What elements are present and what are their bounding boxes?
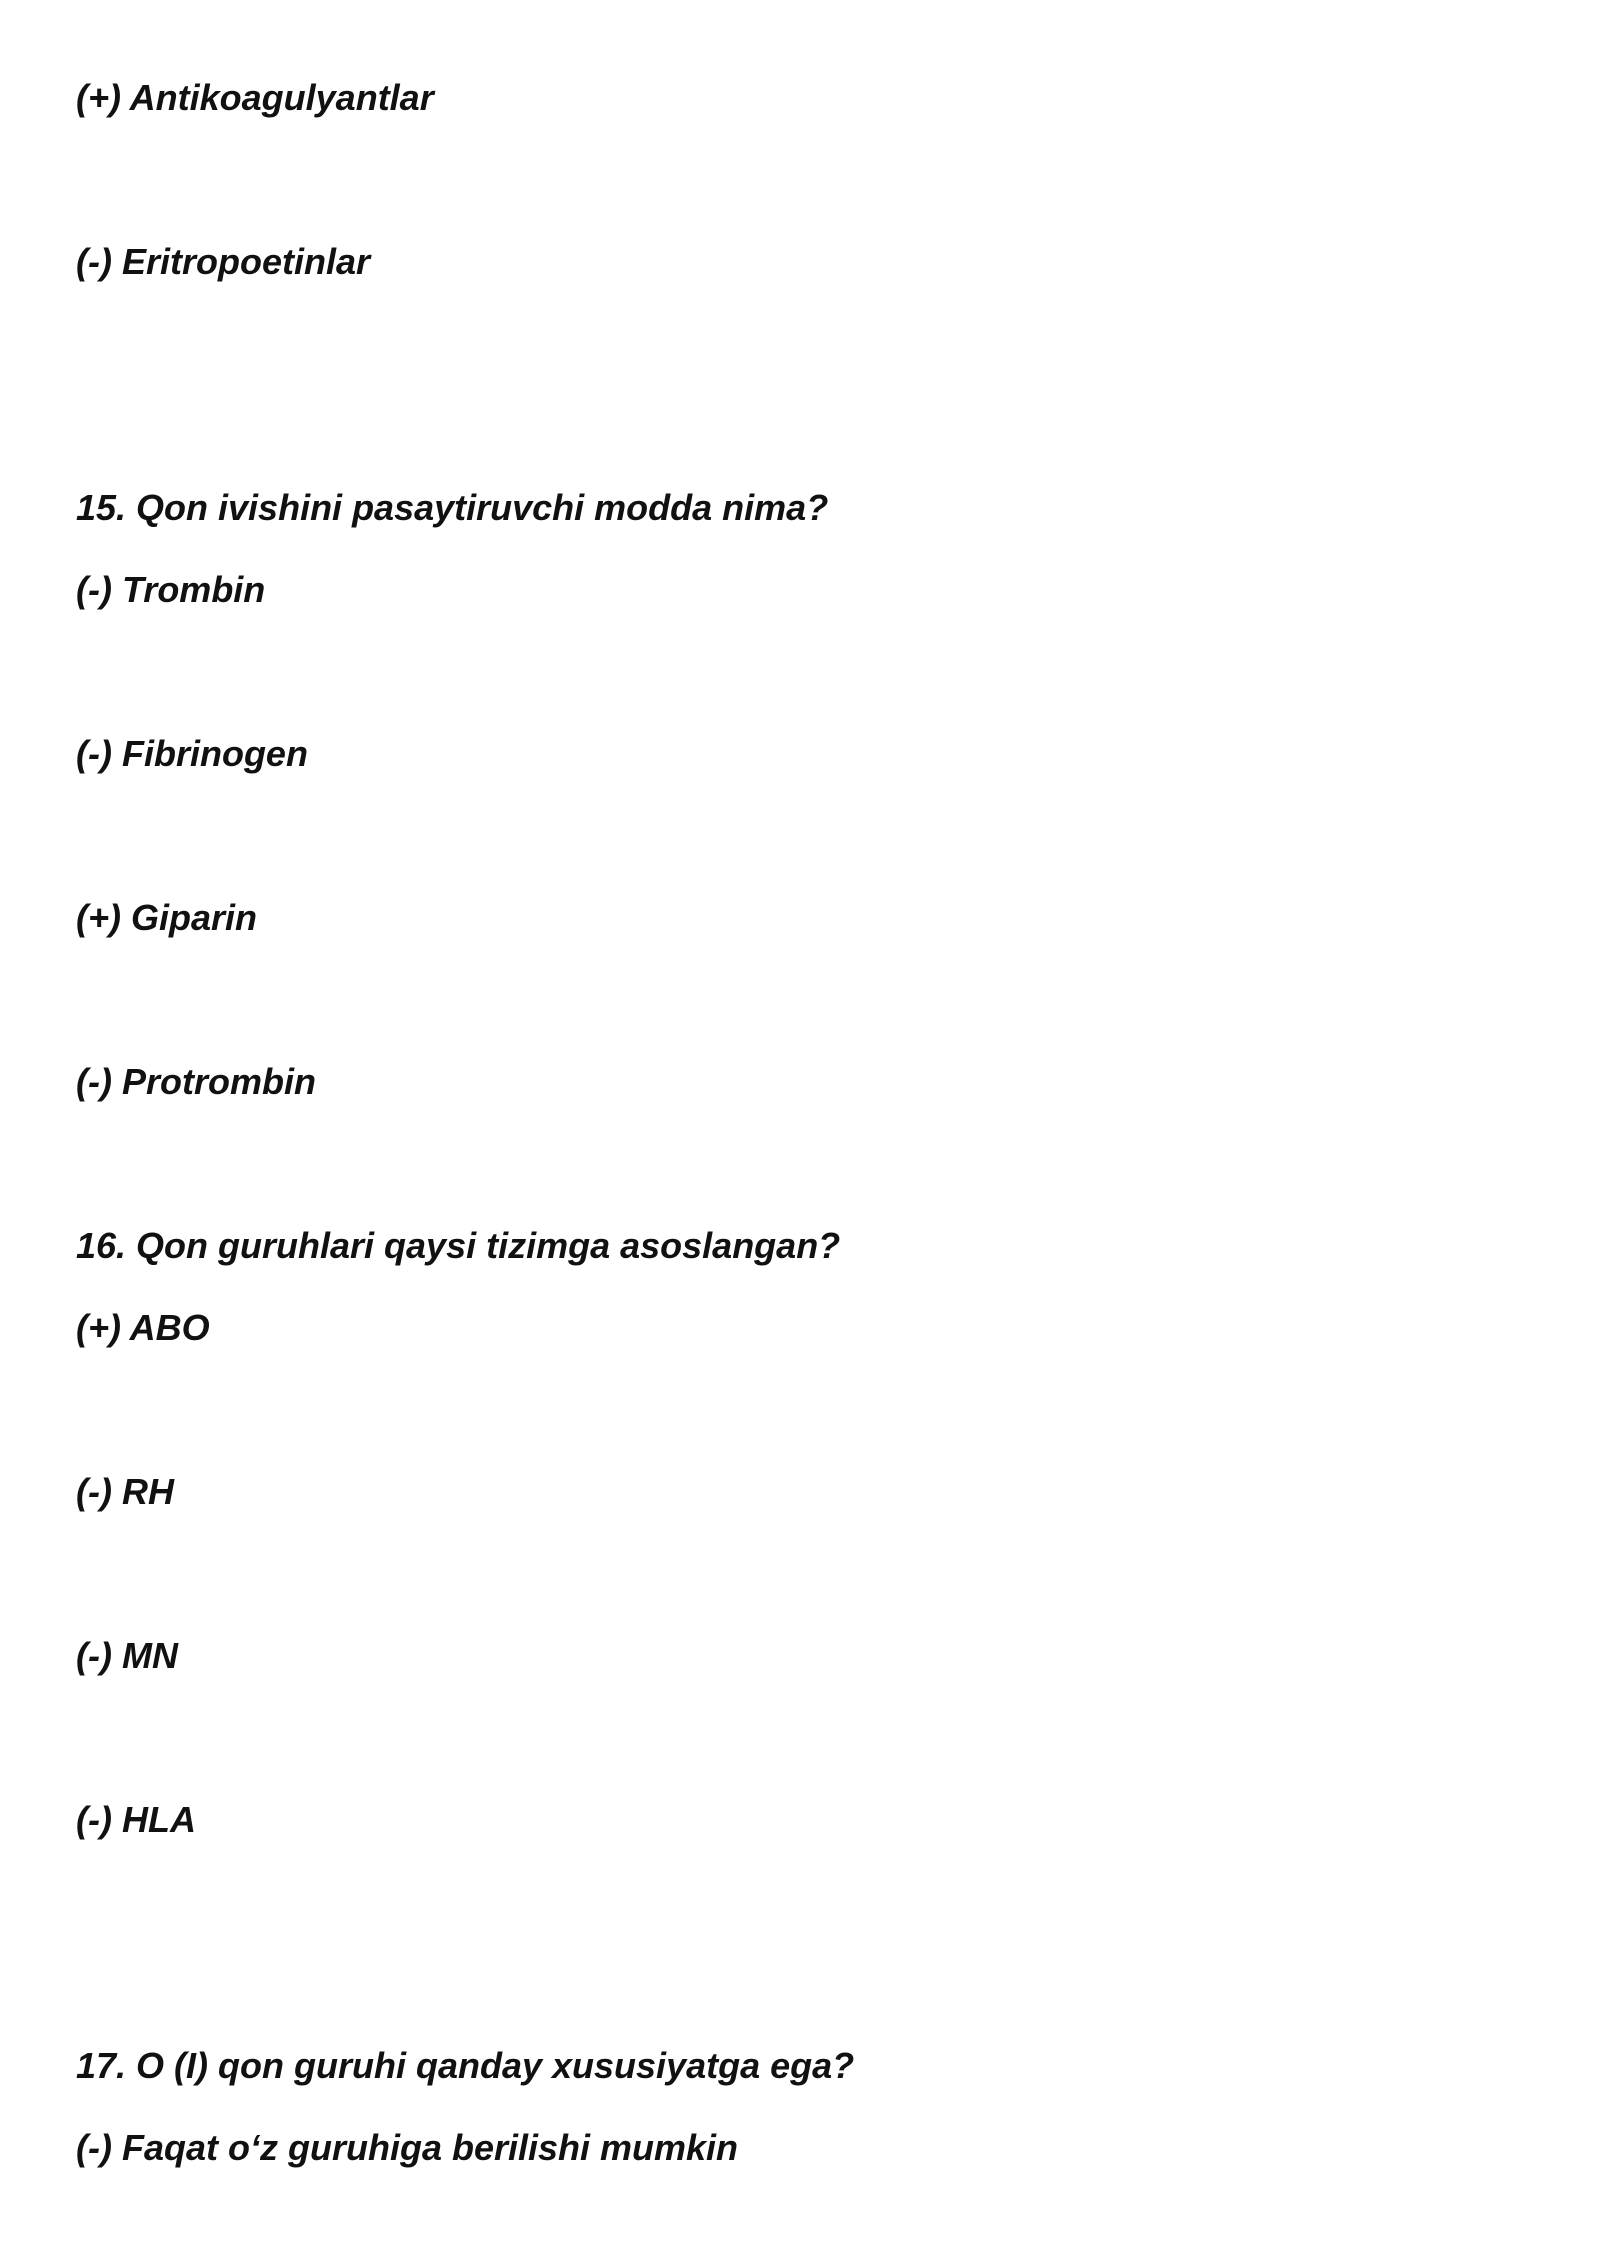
answer-option: (+) Antikoagulyantlar	[76, 77, 434, 118]
answer-option: (+) ABO	[76, 1307, 210, 1348]
question-text: 16. Qon guruhlari qaysi tizimga asoslangan?	[76, 1225, 841, 1266]
answer-option: (-) Eritropoetinlar	[76, 241, 370, 282]
answer-option: (-) Fibrinogen	[76, 733, 308, 774]
answer-option: (-) Faqat o‘z guruhiga berilishi mumkin	[76, 2127, 739, 2168]
answer-option: (-) RH	[76, 1471, 174, 1512]
answer-option: (-) Protrombin	[76, 1061, 316, 1102]
question-text: 15. Qon ivishini pasaytiruvchi modda nima?	[76, 487, 829, 528]
question-text: 17. O (I) qon guruhi qanday xususiyatga ega?	[76, 2045, 855, 2086]
answer-option: (+) Giparin	[76, 897, 258, 938]
answer-option: (-) MN	[76, 1635, 178, 1676]
answer-option: (-) Trombin	[76, 569, 266, 610]
answer-option: (-) HLA	[76, 1799, 196, 1840]
